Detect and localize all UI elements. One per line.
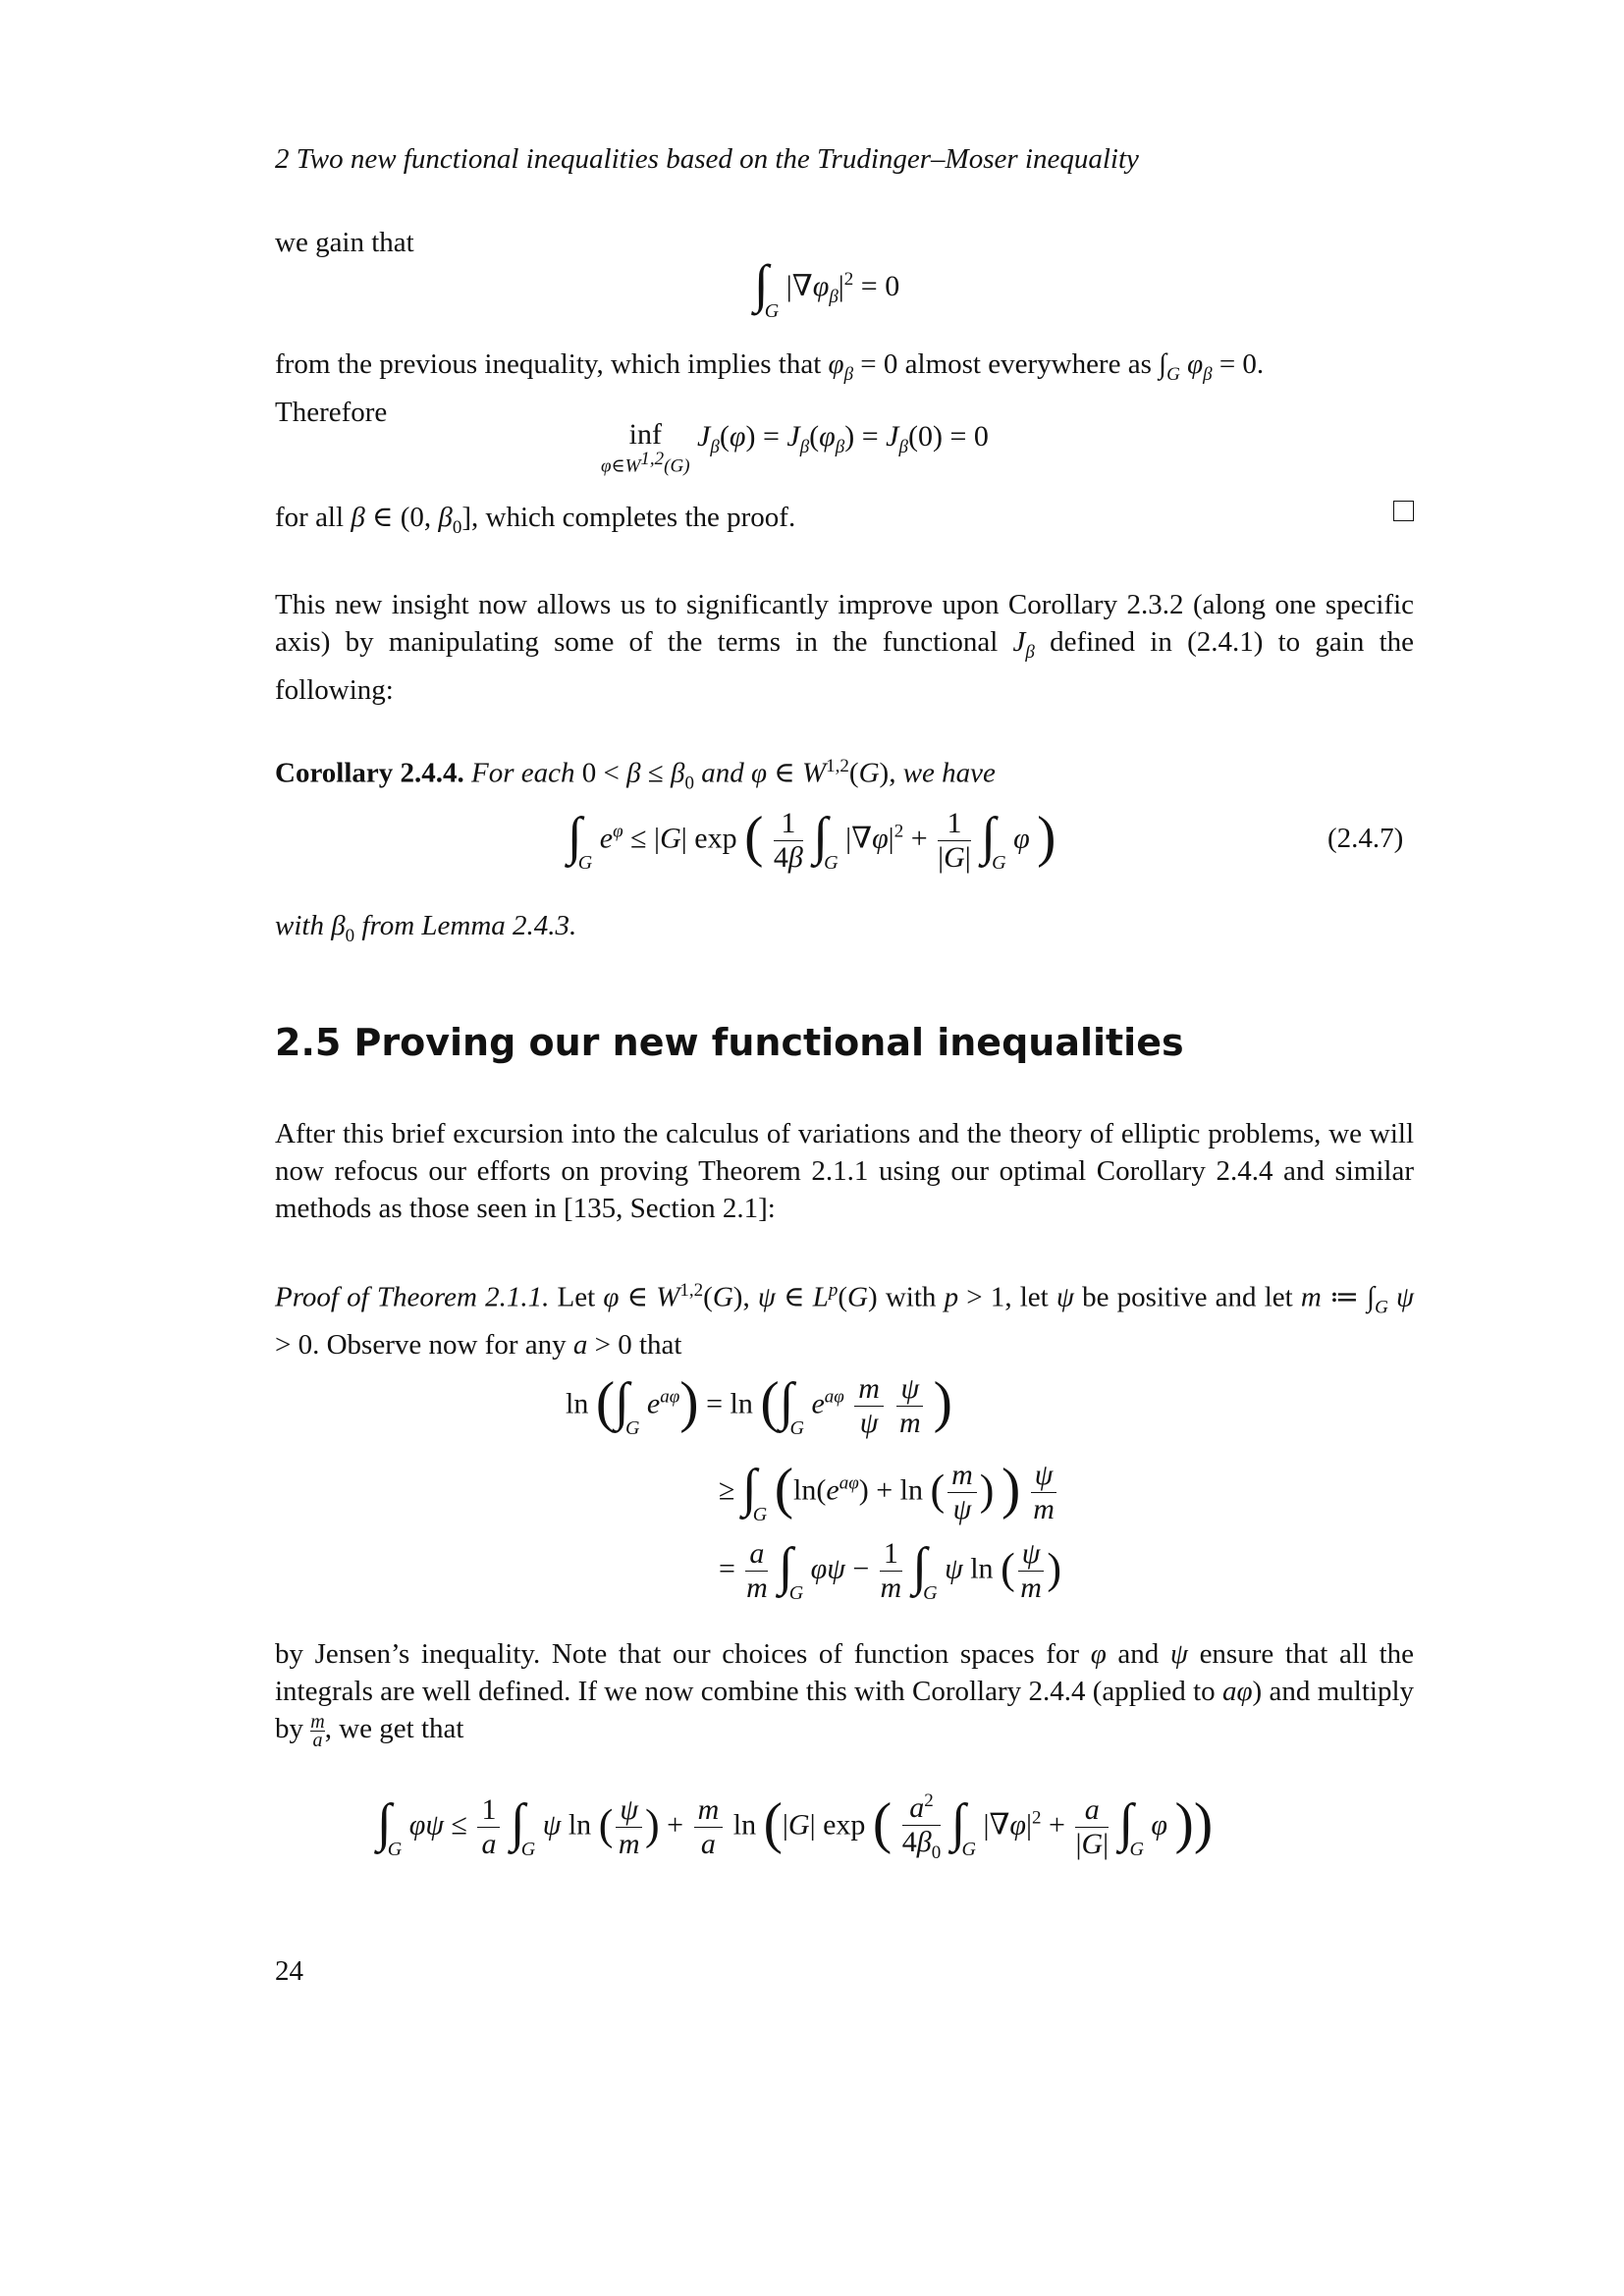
corollary-statement: Corollary 2.4.4. For each $0 < \beta \le \beta_0$ and φ ∈ W$^{1,2}$(G), we have xyxy=(275,756,996,794)
equation-infimum: inf $\varphi\in W^{1,2}(G)$ $J_\beta(\varphi) = J_\beta(\varphi_\beta) = J_\beta(0) = 0$ xyxy=(601,418,989,477)
derivation-line-3: = $\frac{a}{m}$ $\int_G$ φψ − $\frac{1}{m}$ $\int_G$ ψ ln ( $\frac{\psi}{m}$ ) xyxy=(719,1536,1062,1605)
equation-number: (2.4.7) xyxy=(1327,823,1404,854)
section-title: 2.5 Proving our new functional inequalities xyxy=(275,1021,1184,1064)
paragraph-gain xyxy=(275,224,1414,261)
proof-paragraph: Proof of Theorem 2.1.1. Let φ ∈ W$^{1,2}$(G), ψ ∈ $L^p(G)$ with p > 1, let ψ be positive and let m ≔ $\int_G$ ψ > 0. Observe now for any a > 0 that xyxy=(275,1280,1415,1362)
paragraph-previous: from the previous inequality, which implies that $\varphi_\beta = 0$ almost everywhere as $\int_G$ $\varphi_\beta = 0$. Therefore xyxy=(275,348,1265,428)
derivation-line-2: ≥ $\int_G$ ($\ln(e^{a\varphi}) + \ln$ ( $\frac{m}{\psi}$ ) ) $\frac{\psi}{m}$ xyxy=(719,1459,1059,1526)
paragraph-jensen: by Jensen’s inequality. Note that our choices of function spaces for φ and ψ ensure that all the integrals are well defined. If we now combine this with Corollary 2.4.4 (applied to aφ) and multiply by $\frac{m}{a}$ , we get that xyxy=(275,1638,1415,1751)
equation-gradient-zero: $\int_G$ $|\nabla\varphi_\beta|^2 = 0$ xyxy=(754,254,900,322)
paragraph-with-beta: with $\beta_0$ from Lemma 2.4.3. xyxy=(275,910,577,946)
running-head: 2 Two new functional inequalities based on the Trudinger–Moser inequality xyxy=(275,143,1139,175)
qed-box-icon xyxy=(1393,501,1414,521)
page-number: 24 xyxy=(275,1955,303,1987)
paragraph-insight: This new insight now allows us to significantly improve upon Corollary 2.3.2 (along one specific axis) by manipulating some of the terms in the functional $J_\beta$ defined in (2.4.1) to gain the following: xyxy=(275,589,1414,706)
equation-2-4-7: $\int_G$ $e^\varphi \le |G|$ exp ( $\frac{1}{4\beta}$ $\int_G$ $|\nabla\varphi|^2$ + $\frac{1}{|G|}$ $\int_G$ φ ) xyxy=(568,804,1056,875)
text-gain: we gain that xyxy=(275,227,414,258)
derivation-line-1: $\ln (\int_G$ $e^{a\varphi}) = \ln (\int_G$ $e^{a\varphi}$ $\frac{m}{\psi}$ $\frac{\psi}{m}$ ) xyxy=(566,1369,952,1440)
equation-final: $\int_G$ φψ ≤ $\frac{1}{a}$ $\int_G$ ψ ln ( $\frac{\psi}{m}$ ) + $\frac{m}{a}$ ln (|G| exp ( $\frac{a^2}{4\beta_0}$ $\int_G$ $|\nabla\varphi|^2$ + $\frac{a}{|G|}$ $\int_G$ φ )) xyxy=(377,1785,1213,1870)
paragraph-for-all: for all β ∈ (0, $\beta_0$], which completes the proof. xyxy=(275,502,796,538)
paragraph-excursion: After this brief excursion into the calculus of variations and the theory of elliptic problems, we will now refocus our efforts on proving Theorem 2.1.1 using our optimal Corollary 2.4.4 and similar methods as those seen in [135, Section 2.1]: xyxy=(275,1118,1414,1224)
